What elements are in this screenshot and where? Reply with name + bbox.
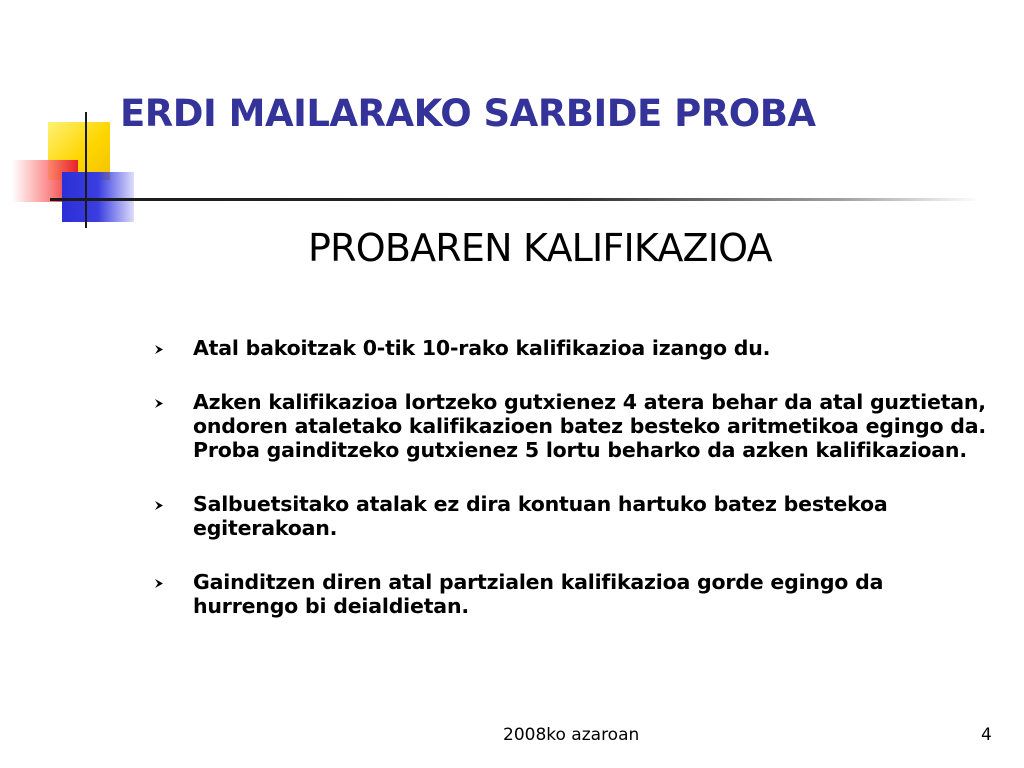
slide-number: 4	[981, 725, 992, 745]
bullet-item	[152, 570, 992, 618]
slide-title: ERDI MAILARAKO SARBIDE PROBA	[120, 92, 816, 135]
bullet-list	[152, 336, 992, 648]
bullet-item	[152, 336, 992, 360]
arrowhead-bullet-icon	[154, 398, 165, 409]
arrowhead-bullet-icon	[154, 578, 165, 589]
decorative-blue-square	[62, 172, 134, 222]
decorative-vertical-line	[85, 112, 87, 228]
bullet-text: Gainditzen diren atal partzialen kalifikazioa gorde egingo da hurrengo bi deialdietan.	[193, 570, 884, 618]
arrowhead-bullet-icon	[154, 500, 165, 511]
bullet-text: Azken kalifikazioa lortzeko gutxienez 4 atera behar da atal guztietan, ondoren ataletako kalifikazioen batez besteko aritmetikoa egingo da. Proba gainditzeko gutxienez 5 lortu beharko da azken kalifikazioan.	[193, 390, 986, 462]
decorative-horizontal-rule	[50, 198, 980, 201]
bullet-text: Atal bakoitzak 0-tik 10-rako kalifikazioa izango du.	[193, 336, 771, 360]
bullet-text: Salbuetsitako atalak ez dira kontuan hartuko batez bestekoa egiterakoan.	[193, 492, 888, 540]
slide-subtitle: PROBAREN KALIFIKAZIOA	[308, 226, 772, 270]
footer-date: 2008ko azaroan	[503, 725, 640, 745]
bullet-item	[152, 390, 992, 462]
bullet-item	[152, 492, 992, 540]
arrowhead-bullet-icon	[154, 344, 165, 355]
